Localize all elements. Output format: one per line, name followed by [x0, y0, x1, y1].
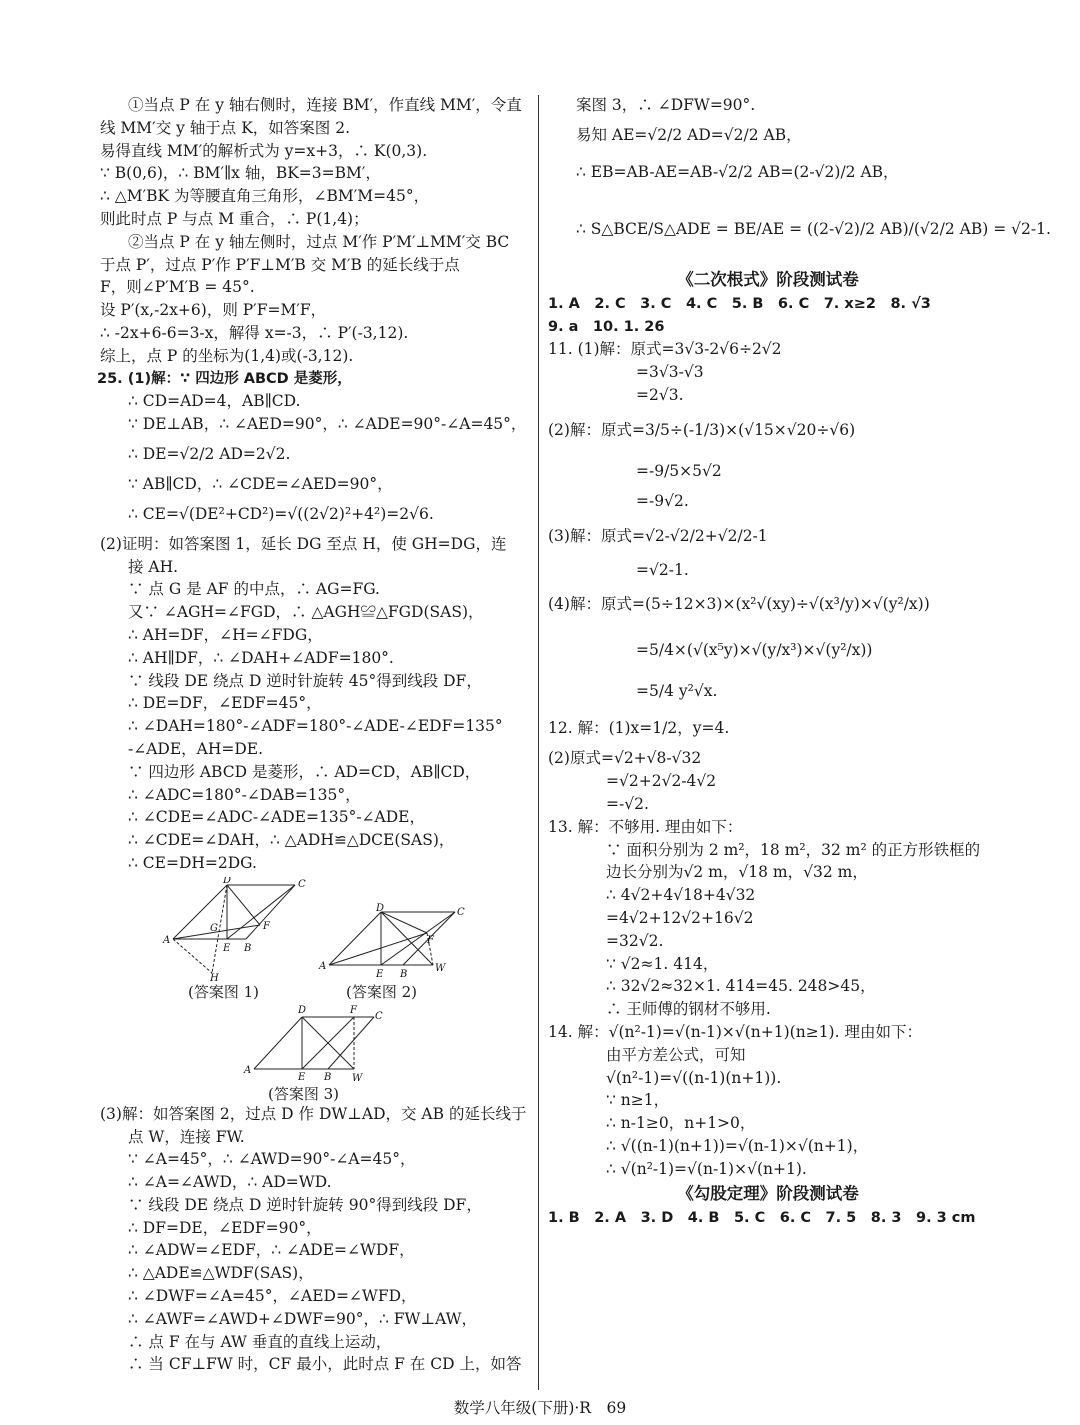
text-line: ∴ △M′BK 为等腰直角三角形，∠BM′M=45°， [100, 187, 430, 206]
text-line: 又∵ ∠AGH=∠FGD，∴ △AGH≌△FGD(SAS)， [128, 603, 484, 622]
formula-line: 易知 AE=√2/2 AD=√2/2 AB， [576, 125, 802, 144]
text-line: 综上，点 P 的坐标为(1,4)或(-3,12). [100, 346, 354, 365]
text-line: 线 MM′交 y 轴于点 K，如答案图 2. [100, 118, 351, 137]
text-line: (2)证明：如答案图 1，延长 DG 至点 H，使 GH=DG，连 [100, 534, 507, 553]
label-g: G [210, 922, 218, 934]
text-line: ∴ ∠CDE=∠DAH，∴ △ADH≌△DCE(SAS)， [128, 831, 455, 850]
text-line: ∴ √((n-1)(n+1))=√(n-1)×√(n+1)， [606, 1136, 869, 1155]
column-divider [538, 95, 539, 1390]
text-line: =3√3-√3 [636, 363, 704, 382]
text-line: ∵ n≥1， [606, 1091, 670, 1110]
text-line: ∴ ∠ADW=∠EDF，∴ ∠ADE=∠WDF， [128, 1241, 415, 1260]
label-d: D [298, 1004, 307, 1016]
text-line: =32√2. [606, 931, 664, 950]
label-b: B [324, 1071, 332, 1083]
text-line: ∴ AH∥DF，∴ ∠DAH+∠ADF=180°. [128, 648, 394, 667]
text-line: 点 W，连接 FW. [128, 1127, 245, 1146]
label-a: A [244, 1064, 252, 1076]
right-column [548, 94, 1051, 1229]
text-line: F，则∠P′M′B = 45°. [100, 278, 255, 297]
text-line: √(n²-1)=√((n-1)(n+1)). [606, 1068, 782, 1087]
text-line: 案图 3，∴ ∠DFW=90°. [576, 96, 756, 114]
formula-line: ∴ DE=√2/2 AD=2√2. [128, 444, 291, 463]
formula-line: =5/4×(√(x⁵y)×√(y/x³)×√(y²/x)) [636, 641, 873, 660]
text-line: ∴ 王师傅的钢材不够用. [606, 1000, 771, 1019]
text-line: 由平方差公式，可知 [606, 1045, 746, 1064]
text-line: 11. (1)解：原式=3√3-2√6÷2√2 [548, 340, 782, 359]
formula-line: ∴ CE=√(DE²+CD²)=√((2√2)²+4²)=2√6. [128, 504, 434, 523]
text-line: ∵ 面积分别为 2 m²，18 m²，32 m² 的正方形铁框的 [606, 840, 981, 859]
text-line: 14. 解：√(n²-1)=√(n-1)×√(n+1)(n≥1). 理由如下： [548, 1022, 922, 1041]
answer-figure-1 [160, 877, 310, 982]
text-line: ∴ ∠DWF=∠A=45°，∠AED=∠WFD， [128, 1287, 417, 1306]
text-line: ∴ 32√2≈32×1. 414=45. 248>45， [606, 977, 876, 996]
text-line: 边长分别为√2 m，√18 m，√32 m， [606, 863, 868, 882]
figure-1-caption: (答案图 1) [188, 982, 260, 1001]
formula-line: (4)解：原式=(5÷12×3)×(x²√(xy)÷√(x³/y)×√(y²/x)) [548, 595, 930, 614]
text-line: 13. 解：不够用. 理由如下： [548, 817, 743, 836]
label-w: W [435, 962, 446, 974]
text-line: ∵ B(0,6)，∴ BM′∥x 轴，BK=3=BM′， [100, 164, 381, 183]
text-line: ∴ ∠CDE=∠ADC-∠ADE=135°-∠ADE， [128, 808, 425, 827]
formula-line: ∴ S△BCE/S△ADE = BE/AE = ((2-√2)/2 AB)/(√2/2 AB) = √2-1. [576, 219, 1051, 238]
text-line: ∴ ∠ADC=180°-∠DAB=135°， [128, 785, 361, 804]
answer-line: 1. A 2. C 3. C 4. C 5. B 6. C 7. x≥2 8. √3 [548, 295, 931, 312]
label-b: B [400, 968, 408, 980]
figure-2-caption: (答案图 2) [346, 982, 418, 1001]
formula-line: (2)解：原式=3/5÷(-1/3)×(√15×√20÷√6) [548, 420, 856, 439]
text-line: ∴ √(n²-1)=√(n-1)×√(n+1). [606, 1159, 807, 1178]
section-title-radicals: 《二次根式》阶段测试卷 [677, 269, 859, 289]
text-line: ∴ AH=DF，∠H=∠FDG， [128, 625, 323, 644]
text-line: =√2-1. [636, 560, 689, 579]
text-line: ∴ 当 CF⊥FW 时，CF 最小，此时点 F 在 CD 上，如答 [128, 1355, 522, 1374]
text-line: 设 P′(x,-2x+6)，则 P′F=M′F， [100, 301, 327, 320]
label-c: C [298, 878, 306, 890]
formula-line: =-9/5×5√2 [636, 461, 722, 480]
text-line: ∵ 线段 DE 绕点 D 逆时针旋转 45°得到线段 DF， [128, 671, 482, 690]
label-c: C [375, 1010, 383, 1022]
answer-line: 1. B 2. A 3. D 4. B 5. C 6. C 7. 5 8. 3 9. 3 cm [548, 1209, 976, 1226]
figures-row-1 [100, 875, 528, 1003]
label-e: E [376, 968, 384, 980]
text-line: =2√3. [636, 385, 684, 404]
figures-row-2 [100, 1003, 528, 1103]
text-line: =-√2. [606, 794, 649, 813]
label-w: W [352, 1072, 363, 1083]
text-line: ∵ 线段 DE 绕点 D 逆时针旋转 90°得到线段 DF， [128, 1195, 482, 1214]
text-line: ∴ DF=DE，∠EDF=90°， [128, 1218, 322, 1237]
label-e: E [298, 1071, 306, 1083]
label-a: A [319, 960, 327, 972]
label-f: F [427, 934, 434, 946]
text-line: ∴ ∠AWF=∠AWD+∠DWF=90°，∴ FW⊥AW， [128, 1309, 478, 1328]
text-line: ∴ n-1≥0，n+1>0， [606, 1114, 756, 1133]
page-footer: 数学八年级(下册)·R 69 [453, 1399, 627, 1417]
left-column [97, 94, 528, 1376]
text-line: 接 AH. [128, 557, 179, 576]
text-line: ∴ CD=AD=4，AB∥CD. [128, 392, 301, 411]
text-line: ∵ 点 G 是 AF 的中点，∴ AG=FG. [128, 580, 380, 599]
figure-3-caption: (答案图 3) [268, 1084, 340, 1103]
formula-line: (3)解：原式=√2-√2/2+√2/2-1 [548, 526, 768, 545]
section-title-pythagoras: 《勾股定理》阶段测试卷 [677, 1183, 859, 1203]
formula-line: =5/4 y²√x. [636, 682, 718, 701]
text-line: ∵ AB∥CD，∴ ∠CDE=∠AED=90°， [128, 474, 393, 493]
text-line: =4√2+12√2+16√2 [606, 908, 754, 927]
text-line: (3)解：如答案图 2，过点 D 作 DW⊥AD，交 AB 的延长线于 [100, 1104, 527, 1123]
text-line: ∴ △ADE≌△WDF(SAS)， [128, 1264, 314, 1283]
label-d: D [376, 902, 385, 914]
question-25-header: 25. (1)解：∵ 四边形 ABCD 是菱形， [97, 370, 352, 387]
text-line: ∵ ∠A=45°，∴ ∠AWD=90°-∠A=45°， [128, 1150, 416, 1169]
label-a: A [163, 934, 171, 946]
answer-figure-3 [240, 1003, 390, 1083]
label-h: H [210, 972, 219, 982]
formula-line: ∴ EB=AB-AE=AB-√2/2 AB=(2-√2)/2 AB， [576, 162, 899, 181]
text-line: 12. 解：(1)x=1/2，y=4. [548, 719, 730, 738]
text-line: ∵ √2≈1. 414， [606, 954, 719, 973]
text-line: ∴ 点 F 在与 AW 垂直的直线上运动， [128, 1332, 392, 1351]
answer-figure-2 [315, 903, 465, 983]
text-line: ∵ DE⊥AB，∴ ∠AED=90°，∴ ∠ADE=90°-∠A=45°， [128, 415, 527, 434]
text-line: -∠ADE，AH=DE. [128, 739, 264, 758]
label-c: C [457, 906, 465, 918]
text-line: ∴ DE=DF，∠EDF=45°， [128, 694, 322, 713]
label-d: D [223, 876, 232, 886]
text-line: =-9√2. [636, 491, 689, 510]
text-line: ②当点 P 在 y 轴左侧时，过点 M′作 P′M′⊥MM′交 BC [128, 232, 510, 251]
label-b: B [244, 942, 252, 954]
answer-line: 9. a 10. 1. 26 [548, 318, 665, 335]
text-line: ∴ CE=DH=2DG. [128, 853, 257, 872]
text-line: 于点 P′，过点 P′作 P′F⊥M′B 交 M′B 的延长线于点 [100, 255, 460, 274]
label-f: F [350, 1004, 357, 1016]
text-line: ∴ 4√2+4√18+4√32 [606, 886, 756, 905]
label-f: F [263, 920, 270, 932]
text-line: ∴ ∠A=∠AWD，∴ AD=WD. [128, 1173, 332, 1192]
text-line: ①当点 P 在 y 轴右侧时，连接 BM′，作直线 MM′，令直 [128, 96, 522, 114]
text-line: ∴ ∠DAH=180°-∠ADF=180°-∠ADE-∠EDF=135° [128, 717, 503, 736]
text-line: =√2+2√2-4√2 [606, 772, 717, 791]
text-line: ∴ -2x+6-6=3-x，解得 x=-3，∴ P′(-3,12). [100, 323, 409, 342]
text-line: 易得直线 MM′的解析式为 y=x+3，∴ K(0,3). [100, 141, 428, 160]
label-e: E [223, 942, 231, 954]
text-line: 则此时点 P 与点 M 重合，∴ P(1,4)； [100, 209, 369, 228]
text-line: ∵ 四边形 ABCD 是菱形，∴ AD=CD，AB∥CD， [128, 762, 481, 781]
text-line: (2)原式=√2+√8-√32 [548, 749, 702, 768]
